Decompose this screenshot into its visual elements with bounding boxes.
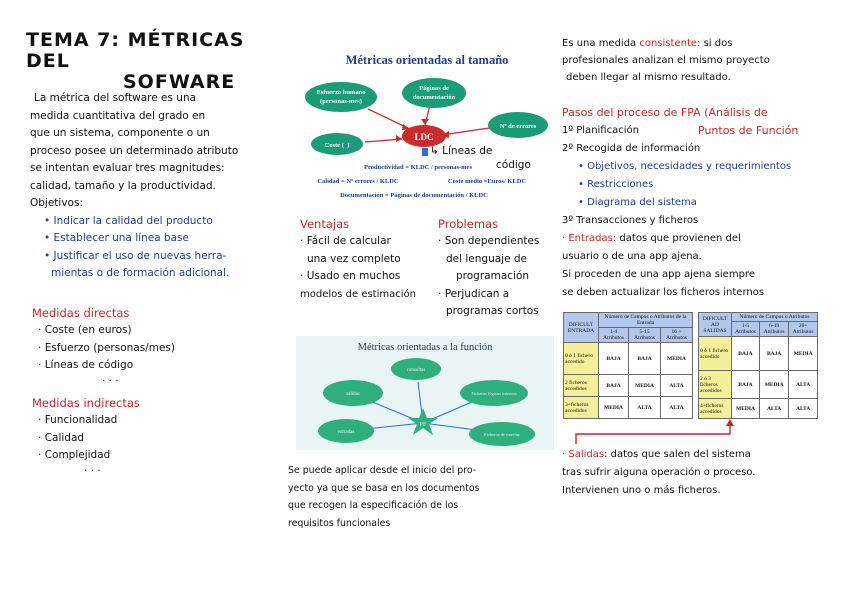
- outputs-row-label: 2 ó 3 ficheros accedidos: [699, 371, 732, 399]
- fpa-step-2-item: • Objetivos, necesidades y requerimientos: [578, 158, 846, 176]
- direct-item: · Líneas de código: [38, 357, 282, 375]
- indirect-heading: Medidas indirectas: [32, 396, 140, 410]
- size-metrics-diagram: [300, 47, 554, 205]
- ldc-pointer-icon: [422, 148, 428, 156]
- indirect-item: · Calidad: [38, 430, 282, 448]
- problem-item: · Son dependientes: [438, 233, 554, 251]
- objective-item: • Justificar el uso de nuevas herra-: [44, 248, 286, 266]
- outputs-cell: BAJA: [732, 337, 760, 371]
- intro-line: calidad, tamaño y la productividad.: [30, 179, 216, 192]
- fpa-steps: [562, 104, 846, 302]
- fpa-outputs: [562, 446, 846, 500]
- fpa-step-2-item: • Restricciones: [578, 176, 846, 194]
- inputs-col-header: 1-4 Atributos: [599, 328, 629, 343]
- inputs-col-header: 5-15 Atributos: [629, 328, 661, 343]
- outputs-cell: BAJA: [759, 337, 788, 371]
- problems-heading: Problemas: [438, 217, 499, 231]
- indirect-item: · Complejidad: [38, 447, 282, 465]
- outputs-cell: MEDIA: [732, 399, 760, 419]
- objective-item: • Indicar la calidad del producto: [44, 213, 286, 231]
- consistent-word: consistente: [639, 38, 698, 49]
- inputs-line: Si proceden de una app ajena siempre: [562, 269, 755, 280]
- intro-line: La métrica del software es una: [34, 92, 197, 104]
- node-entradas-label: entradas: [337, 430, 355, 435]
- outputs-col-header: 6-19 Atributos: [759, 322, 788, 337]
- size-metrics-svg: [300, 47, 554, 205]
- intro-line: proceso posee un determinado atributo: [30, 144, 239, 157]
- outputs-table-corner: DIFICULT AD SALIDAS: [699, 313, 732, 337]
- advantage-item: · Fácil de calcular: [300, 233, 440, 251]
- effort-node: [305, 82, 377, 112]
- objective-item: • Establecer una línea base: [44, 230, 286, 248]
- inputs-cell: BAJA: [629, 343, 661, 375]
- fpa-step-1-row: [562, 122, 846, 140]
- outputs-cell: MEDIA: [759, 371, 788, 399]
- function-note-line: que recogen la especificación de los: [288, 500, 459, 511]
- inputs-row-label: 3+ficheros accedidos: [564, 397, 599, 419]
- ldc-note-line-1: ↳ Líneas de: [430, 145, 493, 157]
- errors-label: Nº de errores: [499, 123, 537, 130]
- inputs-cell: MEDIA: [629, 375, 661, 397]
- function-note-line: yecto ya que se basa en los documentos: [288, 482, 480, 494]
- fpa-inputs: · Entradas: datos que provienen del: [562, 230, 846, 248]
- inputs-cell: ALTA: [661, 397, 693, 419]
- formula-quality: Calidad = Nº errores / KLDC: [317, 178, 399, 185]
- table-row: [699, 371, 818, 399]
- inputs-cell: MEDIA: [599, 397, 629, 419]
- outputs-line-1: · Salidas: datos que salen del sistema: [562, 446, 846, 464]
- consistent-line: deben llegar al mismo resultado.: [566, 72, 731, 83]
- title-line-2: SOFWARE: [123, 71, 236, 93]
- function-metrics-svg: [296, 336, 554, 450]
- direct-measures: [32, 304, 282, 387]
- outputs-row-label: 0 ó 1 fichero accedido: [699, 337, 732, 371]
- outputs-cell: BAJA: [732, 371, 760, 399]
- formula-cost-avg: Coste medio =Euros/ KLDC: [447, 178, 527, 185]
- objectives-label: Objetivos:: [30, 197, 83, 209]
- intro-text: [30, 90, 286, 283]
- problems: [438, 215, 554, 321]
- pages-label-1: Páginas de: [419, 85, 449, 92]
- node-ficheros-interfaz-label: Ficheros de interfaz: [484, 432, 520, 437]
- indirect-measures: [32, 394, 282, 477]
- problem-item-cont: del lenguaje de: [446, 252, 528, 265]
- intro-line: medida cuantitativa del grado en: [30, 109, 206, 122]
- cost-label: Coste (€): [324, 142, 350, 149]
- fpa-step-3: 3º Transacciones y ficheros: [562, 215, 699, 226]
- pages-label-2: documentación: [412, 94, 456, 101]
- inputs-cell: ALTA: [629, 397, 661, 419]
- inputs-cell: BAJA: [599, 343, 629, 375]
- outputs-col-header: 1-5 Atributos: [732, 322, 760, 337]
- inputs-table-corner: DIFICULT ENTRADA: [564, 313, 599, 343]
- outputs-label: · Salidas: [562, 449, 604, 460]
- inputs-col-header: 16 + Atributos: [661, 328, 693, 343]
- outputs-table: [698, 312, 818, 419]
- inputs-row-label: 0 ó 1 fichero accedido: [564, 343, 599, 375]
- inputs-table: [563, 312, 693, 419]
- indirect-ellipsis: · · ·: [84, 464, 101, 477]
- objectives-list: [30, 213, 286, 283]
- objective-item-cont: mientas o de formación adicional.: [51, 267, 230, 279]
- fpa-step-2-item: • Diagrama del sistema: [578, 194, 846, 212]
- effort-label-2: (personas-mes): [320, 98, 362, 105]
- inputs-line: se deben actualizar los ficheros internos: [562, 287, 765, 298]
- table-row: [564, 343, 693, 375]
- intro-line: que un sistema, componente o un: [30, 127, 210, 139]
- inputs-line: usuario o de una app ajena.: [562, 251, 702, 262]
- outputs-cell: ALTA: [789, 399, 818, 419]
- fpa-step-2: 2º Recogida de información: [562, 143, 701, 154]
- advantages-heading: Ventajas: [300, 217, 350, 231]
- function-note-line: requisitos funcionales: [288, 517, 391, 529]
- title-line-1: TEMA 7: MÉTRICAS DEL: [26, 29, 245, 72]
- problem-item: · Perjudican a: [438, 286, 554, 304]
- node-consultas-label: consultas: [406, 368, 426, 373]
- outputs-row-label: 4+ficheros accedidos: [699, 399, 732, 419]
- euro-icon: €: [343, 142, 348, 149]
- formula-documentation: Documentación = Páginas de documentación / KLDC: [340, 192, 488, 199]
- formula-productivity: Productividad = KLDC / personas-mes: [364, 164, 472, 171]
- ldc-note-line-2: código: [496, 159, 531, 171]
- direct-heading: Medidas directas: [32, 306, 130, 320]
- advantage-item: · Usado en muchos: [300, 268, 440, 286]
- salidas-arrow-icon: [570, 418, 740, 448]
- node-salidas-label: salidas: [346, 392, 360, 397]
- inputs-row-label: 2 ficheros accedidos: [564, 375, 599, 397]
- inputs-cell: MEDIA: [661, 343, 693, 375]
- page-title: [26, 30, 286, 93]
- outputs-line: tras sufrir alguna operación o proceso.: [562, 467, 756, 478]
- indirect-item: · Funcionalidad: [38, 412, 282, 430]
- size-diagram-title: Métricas orientadas al tamaño: [345, 53, 509, 67]
- consistent-note: [562, 35, 844, 86]
- direct-ellipsis: · · ·: [102, 374, 119, 387]
- table-row: [564, 397, 693, 419]
- problem-item-cont: programación: [456, 270, 530, 282]
- outputs-col-header: 20+ Atributos: [789, 322, 818, 337]
- ldc-note: [430, 144, 542, 172]
- function-note-line: Se puede aplicar desde el inicio del pro-: [288, 465, 477, 476]
- node-ficheros-internos-label: Ficheros lógicos internos: [471, 391, 517, 396]
- outputs-line: Intervienen uno o más ficheros.: [562, 485, 721, 496]
- consistent-line: profesionales analizan el mismo proyecto: [562, 55, 770, 66]
- pf-label: PF: [419, 422, 427, 428]
- outputs-cell: ALTA: [759, 399, 788, 419]
- inputs-table-group: Número de Campos o Atributos de la Entrada: [599, 313, 693, 328]
- inputs-cell: BAJA: [599, 375, 629, 397]
- fpa-step-1: 1º Planificación: [562, 125, 639, 136]
- advantage-item-cont: modelos de estimación: [300, 288, 416, 300]
- direct-item: · Coste (en euros): [38, 322, 282, 340]
- function-metrics-diagram: [296, 336, 554, 450]
- pages-node: [402, 78, 466, 108]
- function-diagram-title: Métricas orientadas a la función: [357, 342, 493, 353]
- fpa-heading-cont: Puntos de Función: [698, 124, 799, 137]
- ldc-label: LDC: [414, 132, 434, 142]
- direct-item: · Esfuerzo (personas/mes): [38, 340, 282, 358]
- function-note: [288, 462, 550, 532]
- table-row: [699, 399, 818, 419]
- inputs-label: · Entradas: [562, 233, 613, 244]
- effort-label-1: Esfuerzo humano: [316, 89, 366, 96]
- problem-item-cont: programas cortos: [446, 305, 539, 317]
- advantages: [300, 215, 440, 303]
- outputs-cell: MEDIA: [789, 337, 818, 371]
- table-row: [699, 337, 818, 371]
- fpa-step-2-list: [562, 158, 846, 212]
- outputs-table-group: Número de Campos o Atributos: [732, 313, 818, 322]
- outputs-cell: ALTA: [789, 371, 818, 399]
- inputs-cell: ALTA: [661, 375, 693, 397]
- intro-line: se intentan evaluar tres magnitudes:: [30, 162, 225, 174]
- fpa-heading: Pasos del proceso de FPA (Análisis de: [562, 106, 768, 119]
- advantage-item-cont: una vez completo: [307, 252, 401, 265]
- consistent-line-1: Es una medida consistente: si dos: [562, 38, 733, 49]
- table-row: [564, 375, 693, 397]
